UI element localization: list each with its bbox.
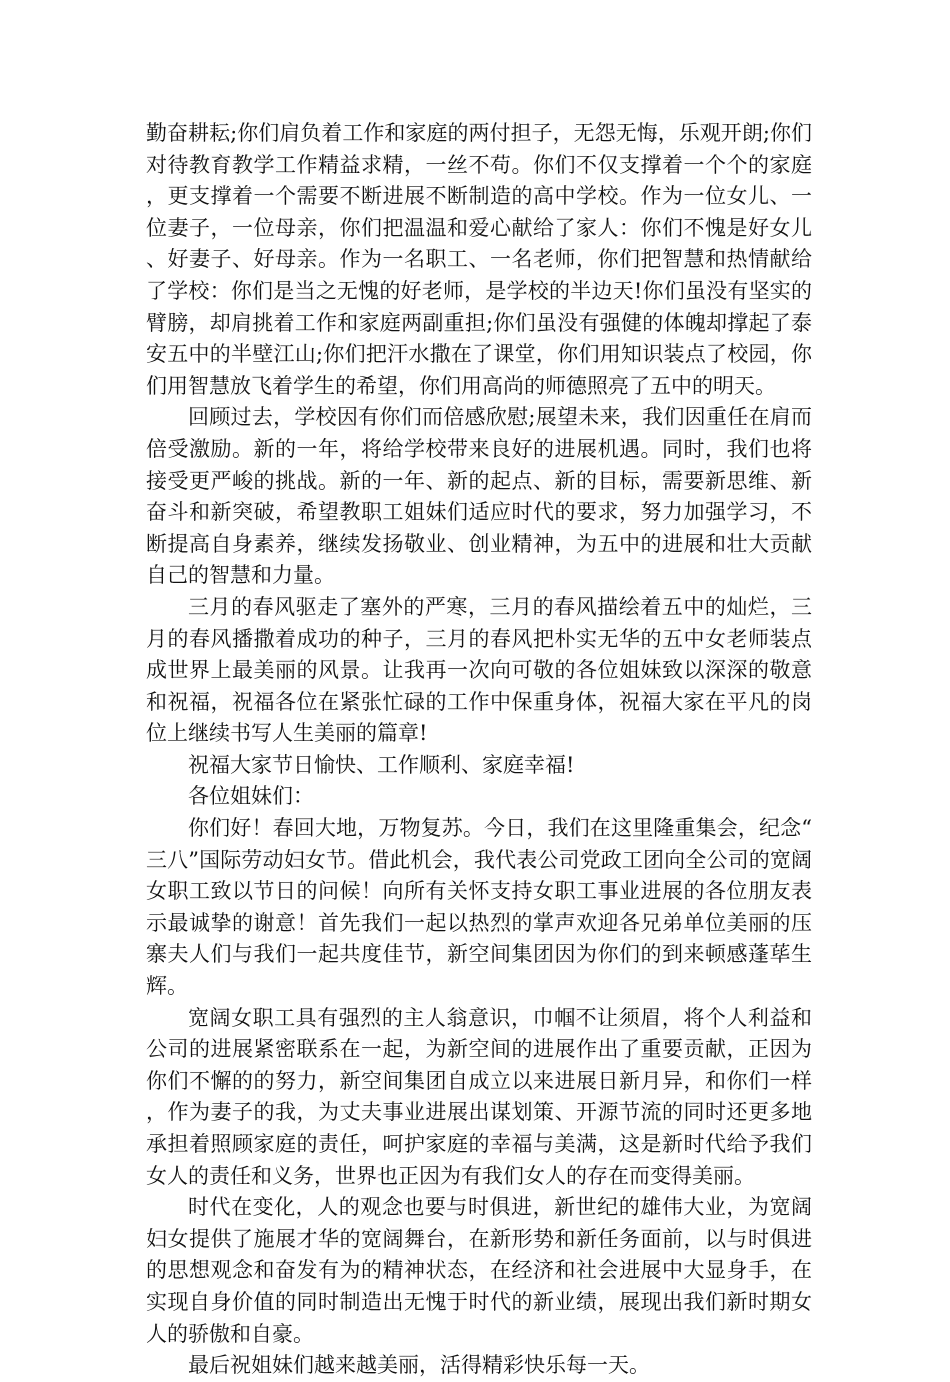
- paragraph-1: 勤奋耕耘;你们肩负着工作和家庭的两付担子，无怨无悔，乐观开朗;你们对待教育教学工作精益求精，一丝不苟。你们不仅支撑着一个个的家庭，更支撑着一个需要不断进展不断制造的高中学校。作为一位女儿、一位妻子，一位母亲，你们把温温和爱心献给了家人：你们不愧是好女儿、好妻子、好母亲。作为一名职工、一名老师，你们把智慧和热情献给了学校：你们是当之无愧的好老师，是学校的半边天!你们虽没有坚实的臂膀，却肩挑着工作和家庭两副重担;你们虽没有强健的体魄却撑起了泰安五中的半壁江山;你们把汗水撒在了课堂，你们用知识装点了校园，你们用智慧放飞着学生的希望，你们用高尚的师德照亮了五中的明天。: [146, 121, 812, 398]
- paragraph-2: 回顾过去，学校因有你们而倍感欣慰;展望未来，我们因重任在肩而倍受激励。新的一年，将给学校带来良好的进展机遇。同时，我们也将接受更严峻的挑战。新的一年、新的起点、新的目标，需要新思维、新奋斗和新突破，希望教职工姐妹们适应时代的要求，努力加强学习，不断提高自身素养，继续发扬敬业、创业精神，为五中的进展和壮大贡献自己的智慧和力量。: [146, 405, 812, 588]
- document-body: [146, 118, 812, 1382]
- paragraph-3: 三月的春风驱走了塞外的严寒，三月的春风描绘着五中的灿烂，三月的春风播撒着成功的种子，三月的春风把朴实无华的五中女老师装点成世界上最美丽的风景。让我再一次向可敬的各位姐妹致以深深的敬意和祝福，祝福各位在紧张忙碌的工作中保重身体，祝福大家在平凡的岗位上继续书写人生美丽的篇章!: [146, 594, 812, 746]
- paragraph-6: 你们好！春回大地，万物复苏。今日，我们在这里隆重集会，纪念“三八”国际劳动妇女节。借此机会，我代表公司党政工团向全公司的宽阔女职工致以节日的问候！向所有关怀支持女职工事业进展的各位朋友表示最诚挚的谢意！首先我们一起以热烈的掌声欢迎各兄弟单位美丽的压寨夫人们与我们一起共度佳节，新空间集团因为你们的到来顿感蓬荜生辉。: [146, 816, 812, 999]
- paragraph-4: 祝福大家节日愉快、工作顺利、家庭幸福!: [188, 752, 575, 777]
- paragraph-5: 各位姐妹们：: [188, 784, 314, 809]
- paragraph-9: 最后祝姐妹们越来越美丽，活得精彩快乐每一天。: [188, 1353, 650, 1378]
- paragraph-8: 时代在变化，人的观念也要与时俱进，新世纪的雄伟大业，为宽阔妇女提供了施展才华的宽阔舞台，在新形势和新任务面前，以与时俱进的思想观念和奋发有为的精神状态，在经济和社会进展中大显身手，在实现自身价值的同时制造出无愧于时代的新业绩，展现出我们新时期女人的骄傲和自豪。: [146, 1195, 812, 1346]
- paragraph-7: 宽阔女职工具有强烈的主人翁意识，巾帼不让须眉，将个人利益和公司的进展紧密联系在一起，为新空间的进展作出了重要贡献，正因为你们不懈的的努力，新空间集团自成立以来进展日新月异，和你们一样，作为妻子的我，为丈夫事业进展出谋划策、开源节流的同时还更多地承担着照顾家庭的责任，呵护家庭的幸福与美满，这是新时代给予我们女人的责任和义务，世界也正因为有我们女人的存在而变得美丽。: [146, 1005, 812, 1188]
